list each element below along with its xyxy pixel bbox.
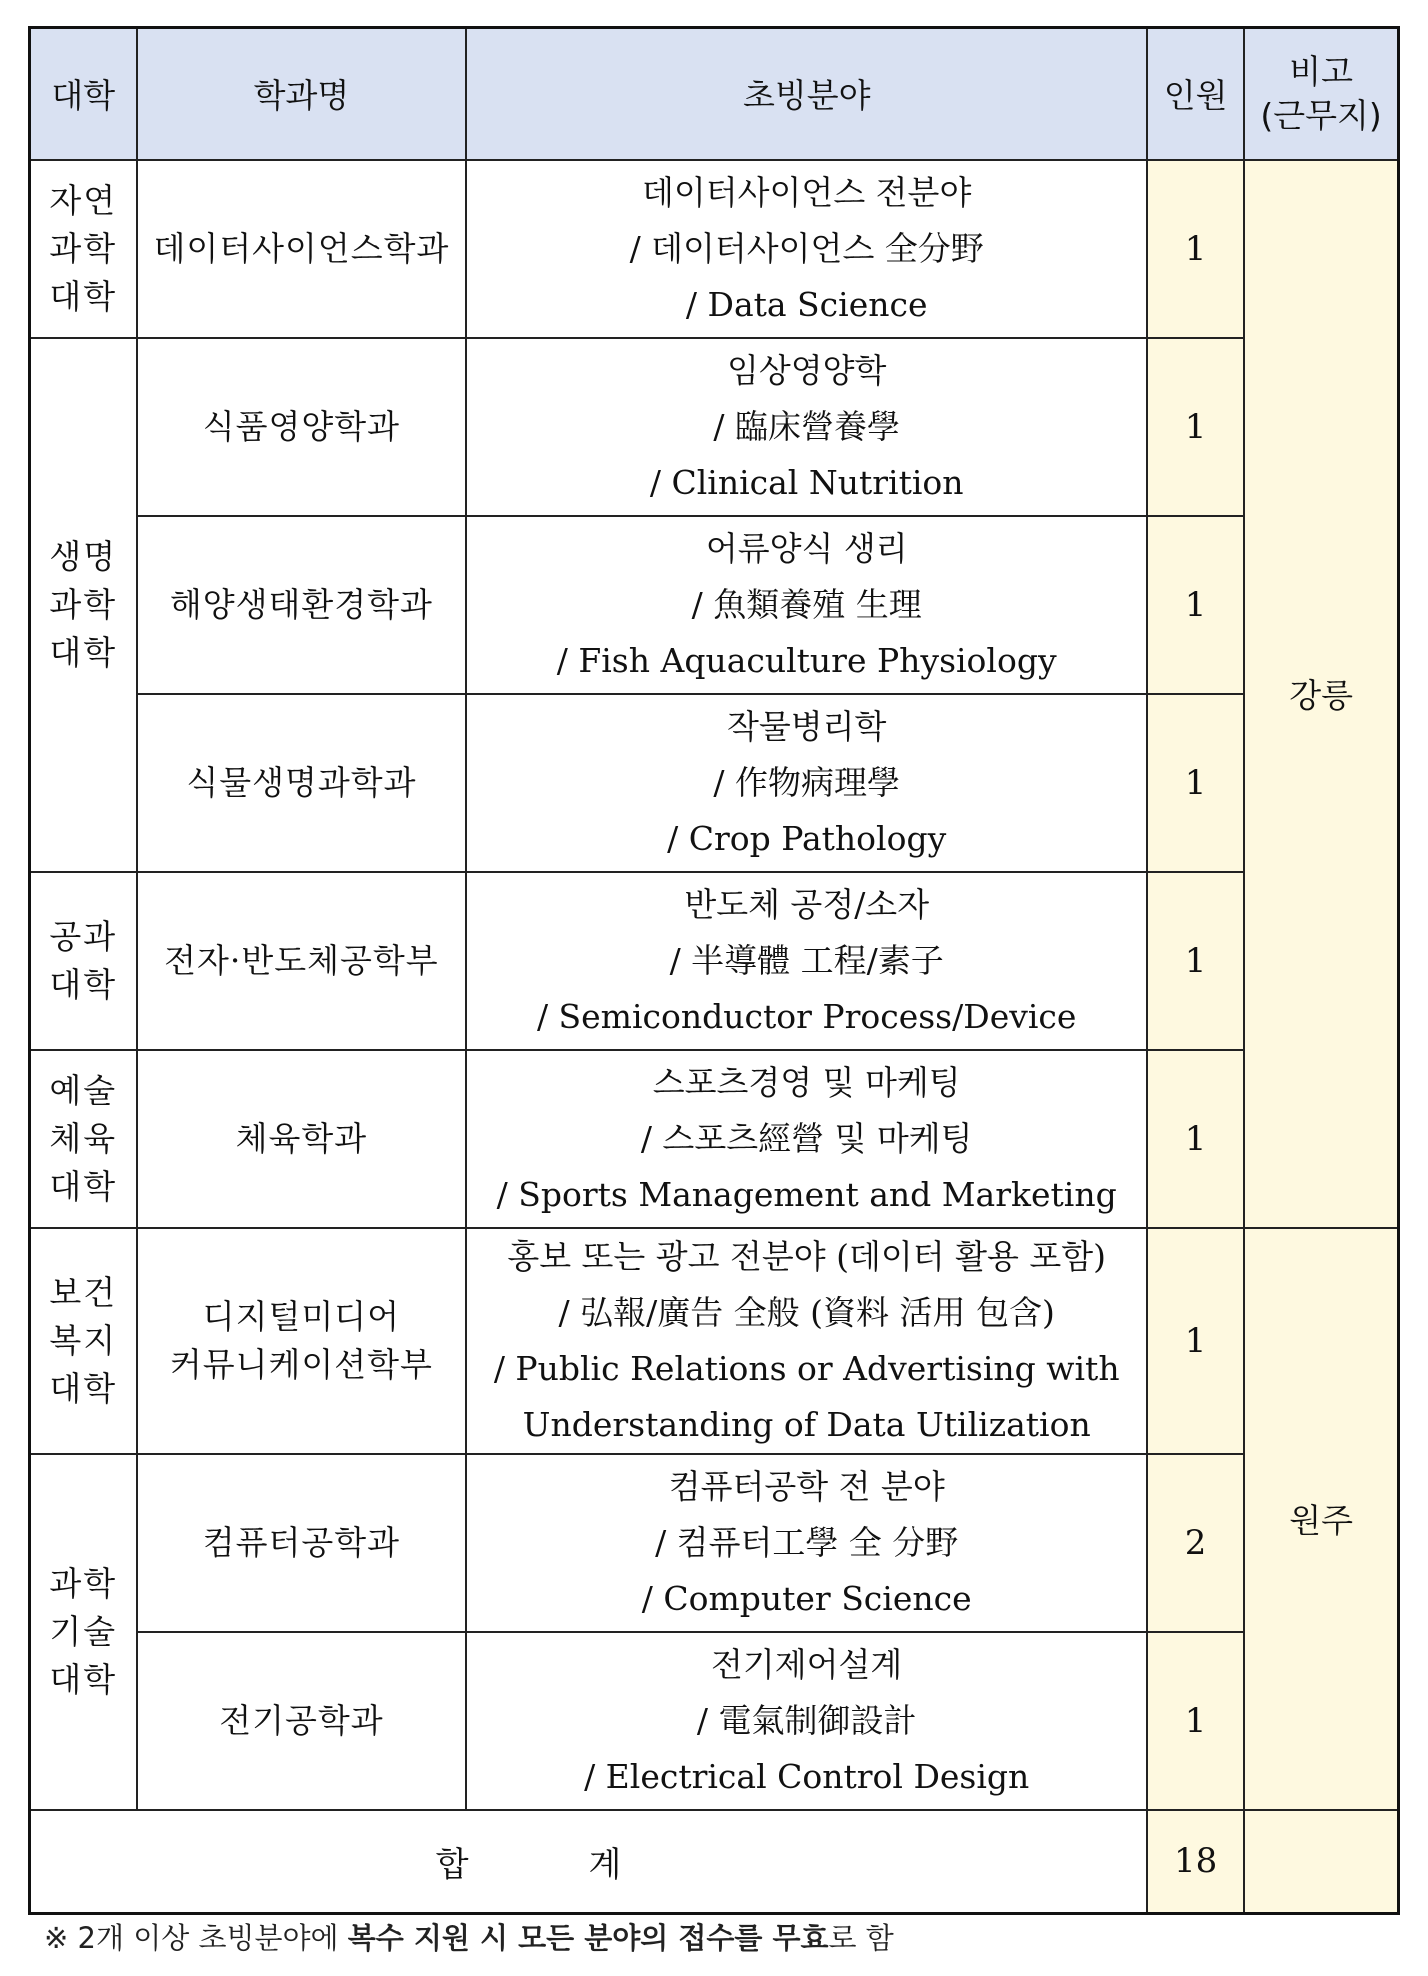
field-line: / 스포츠經營 및 마케팅 xyxy=(640,1118,973,1158)
college-cell xyxy=(30,338,137,872)
college-name: 생명 과학 대학 xyxy=(49,536,118,672)
department-cell xyxy=(137,1050,467,1228)
field-line: / Sports Management and Marketing xyxy=(496,1174,1117,1214)
field-cell xyxy=(466,1632,1147,1810)
college-cell xyxy=(30,160,137,338)
count-cell: 2 xyxy=(1147,1454,1244,1632)
field-line: / Computer Science xyxy=(641,1578,972,1618)
footnote-suffix: 로 함 xyxy=(828,1921,894,1955)
table-row xyxy=(30,160,1399,338)
field-line: 홍보 또는 광고 전분야 (데이터 활용 포함) xyxy=(507,1236,1107,1276)
field-line: / 臨床營養學 xyxy=(713,406,900,446)
total-row xyxy=(30,1810,1399,1914)
count-cell: 1 xyxy=(1147,1228,1244,1454)
department-name: 전자·반도체공학부 xyxy=(164,940,439,980)
department-cell xyxy=(137,1632,467,1810)
department-name: 컴퓨터공학과 xyxy=(202,1522,401,1562)
count-cell: 1 xyxy=(1147,160,1244,338)
college-cell xyxy=(30,1454,137,1810)
table-row xyxy=(30,872,1399,1050)
count-cell: 1 xyxy=(1147,1632,1244,1810)
count-cell: 1 xyxy=(1147,338,1244,516)
total-count: 18 xyxy=(1147,1810,1244,1914)
field-line: 스포츠경영 및 마케팅 xyxy=(652,1062,961,1102)
field-line: / 半導體 工程/素子 xyxy=(669,940,944,980)
field-line: / 데이터사이언스 全分野 xyxy=(629,228,984,268)
department-name: 체육학과 xyxy=(235,1118,368,1158)
college-name: 보건 복지 대학 xyxy=(49,1272,118,1408)
field-line: / 魚類養殖 生理 xyxy=(691,584,922,624)
table-row xyxy=(30,694,1399,872)
location-gangneung: 강릉 xyxy=(1244,160,1398,1228)
header-note-text: 비고 (근무지) xyxy=(1260,51,1382,135)
footnote xyxy=(44,1916,894,1957)
header-department: 학과명 xyxy=(137,28,467,160)
count-cell: 1 xyxy=(1147,694,1244,872)
department-name: 해양생태환경학과 xyxy=(169,584,433,624)
college-cell xyxy=(30,1050,137,1228)
total-note xyxy=(1244,1810,1398,1914)
table-header-row xyxy=(30,28,1399,160)
field-line: / Crop Pathology xyxy=(667,818,947,858)
field-line: 반도체 공정/소자 xyxy=(684,884,930,924)
total-label: 합계 xyxy=(30,1810,1148,1914)
department-cell xyxy=(137,694,467,872)
field-line: 어류양식 생리 xyxy=(705,528,908,568)
field-line: Understanding of Data Utilization xyxy=(522,1404,1091,1444)
field-line: / 作物病理學 xyxy=(713,762,900,802)
field-cell xyxy=(466,1050,1147,1228)
department-cell xyxy=(137,338,467,516)
header-note xyxy=(1244,28,1398,160)
field-line: 데이터사이언스 전분야 xyxy=(642,172,972,212)
field-cell xyxy=(466,160,1147,338)
field-line: / Fish Aquaculture Physiology xyxy=(556,640,1057,680)
department-name: 식품영양학과 xyxy=(202,406,401,446)
count-cell: 1 xyxy=(1147,872,1244,1050)
department-name: 데이터사이언스학과 xyxy=(153,228,450,268)
count-cell: 1 xyxy=(1147,516,1244,694)
department-cell xyxy=(137,872,467,1050)
location-wonju: 원주 xyxy=(1244,1228,1398,1810)
field-cell xyxy=(466,694,1147,872)
field-line: / 電氣制御設計 xyxy=(696,1700,917,1740)
field-line: / Public Relations or Advertising with xyxy=(493,1348,1120,1388)
field-cell xyxy=(466,1228,1147,1454)
college-cell xyxy=(30,1228,137,1454)
field-cell xyxy=(466,338,1147,516)
department-name: 식물생명과학과 xyxy=(186,762,417,802)
field-line: 작물병리학 xyxy=(727,706,887,746)
table-row xyxy=(30,338,1399,516)
field-line: / Electrical Control Design xyxy=(584,1756,1030,1796)
field-line: / Clinical Nutrition xyxy=(649,462,964,502)
table-row xyxy=(30,1050,1399,1228)
field-line: 임상영양학 xyxy=(727,350,887,390)
field-cell xyxy=(466,872,1147,1050)
department-cell xyxy=(137,1454,467,1632)
recruitment-table xyxy=(28,26,1400,1915)
college-name: 과학 기술 대학 xyxy=(49,1563,118,1699)
table-row xyxy=(30,516,1399,694)
table-row xyxy=(30,1228,1399,1454)
field-line: / 弘報/廣告 全般 (資料 活用 包含) xyxy=(558,1292,1055,1332)
field-cell xyxy=(466,1454,1147,1632)
department-cell xyxy=(137,160,467,338)
department-name: 디지털미디어 커뮤니케이션학부 xyxy=(169,1296,433,1384)
field-line: / 컴퓨터工學 全 分野 xyxy=(655,1522,959,1562)
header-count: 인원 xyxy=(1147,28,1244,160)
table-row xyxy=(30,1454,1399,1632)
field-line: 전기제어설계 xyxy=(711,1644,903,1684)
header-college: 대학 xyxy=(30,28,137,160)
department-cell xyxy=(137,516,467,694)
header-field: 초빙분야 xyxy=(466,28,1147,160)
field-line: 컴퓨터공학 전 분야 xyxy=(668,1466,945,1506)
footnote-emphasis: 복수 지원 시 모든 분야의 접수를 무효 xyxy=(347,1921,829,1955)
footnote-prefix: ※ 2개 이상 초빙분야에 xyxy=(44,1921,348,1955)
department-name: 전기공학과 xyxy=(219,1700,384,1740)
field-line: / Semiconductor Process/Device xyxy=(536,996,1077,1036)
department-cell xyxy=(137,1228,467,1454)
college-name: 공과 대학 xyxy=(49,916,118,1004)
table-row xyxy=(30,1632,1399,1810)
field-line: / Data Science xyxy=(685,284,928,324)
college-name: 예술 체육 대학 xyxy=(49,1070,118,1206)
field-cell xyxy=(466,516,1147,694)
count-cell: 1 xyxy=(1147,1050,1244,1228)
college-cell xyxy=(30,872,137,1050)
college-name: 자연 과학 대학 xyxy=(49,180,118,316)
